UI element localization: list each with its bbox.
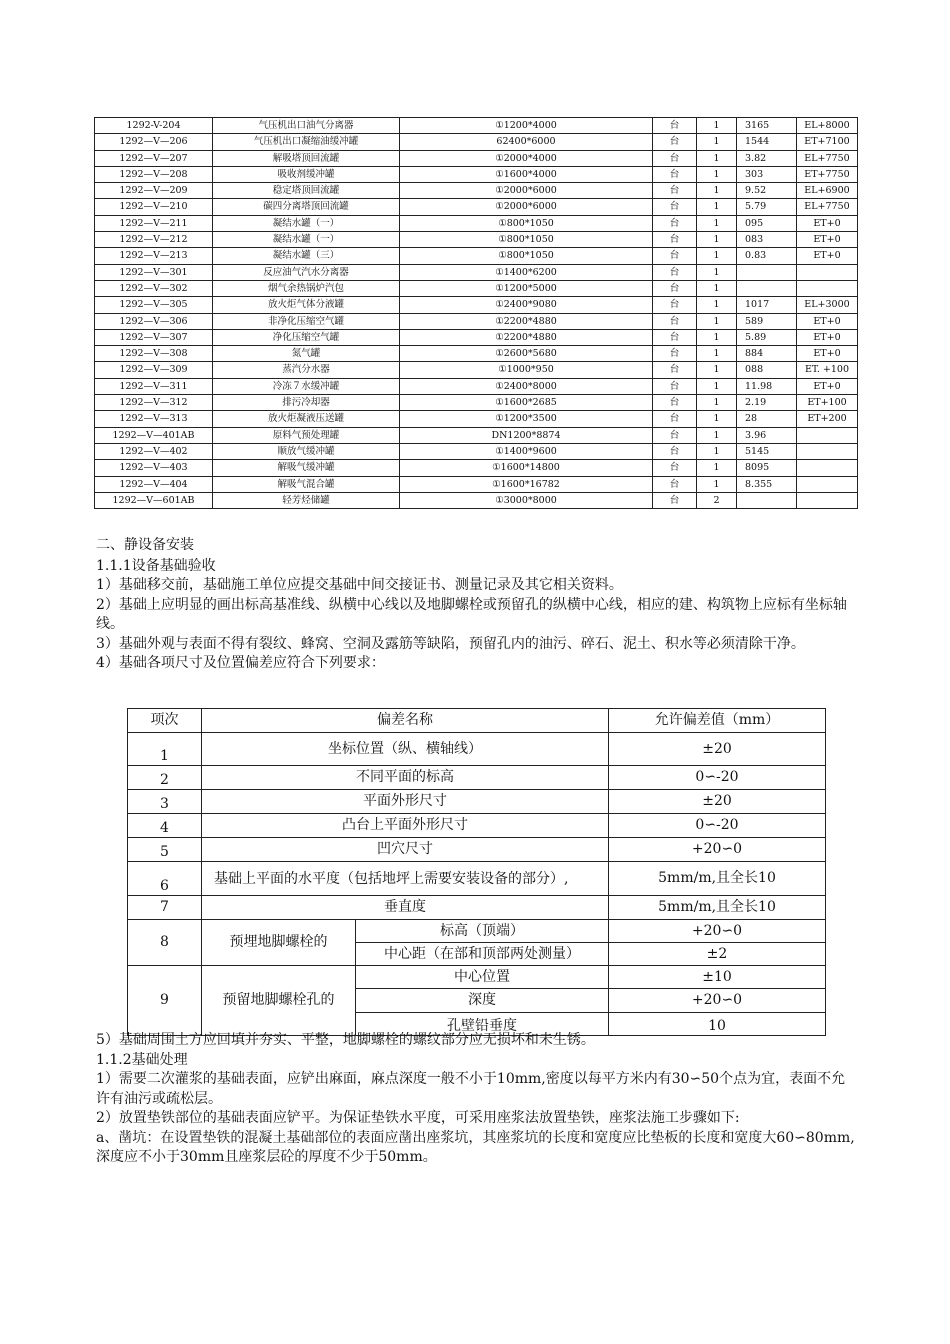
cell-qty: 1 <box>697 264 737 280</box>
cell-tag: 1292—V—402 <box>95 443 213 459</box>
cell-size: ①1600*2685 <box>400 395 653 411</box>
row-value: ±20 <box>609 790 826 814</box>
cell-name: 稳定塔顶回流罐 <box>213 183 400 199</box>
cell-unit: 台 <box>653 476 697 492</box>
row-value: 0∽-20 <box>609 814 826 838</box>
table-row <box>95 183 858 199</box>
cell-unit: 台 <box>653 297 697 313</box>
table-row <box>95 395 858 411</box>
cell-tag: 1292—V—404 <box>95 476 213 492</box>
cell-weight: 5.79 <box>737 199 797 215</box>
row-group: 预留地脚螺栓孔的 <box>202 966 356 1036</box>
row-no: 5 <box>128 838 202 862</box>
cell-weight: 0.83 <box>737 248 797 264</box>
cell-unit: 台 <box>653 492 697 508</box>
cell-name: 碳四分离塔顶回流罐 <box>213 199 400 215</box>
cell-name: 原料气预处理罐 <box>213 427 400 443</box>
table-row <box>95 150 858 166</box>
tolerance-row-7 <box>128 896 826 920</box>
cell-name: 凝结水罐（三） <box>213 248 400 264</box>
cell-weight: 5145 <box>737 443 797 459</box>
cell-qty: 1 <box>697 232 737 248</box>
cell-tag: 1292—V—309 <box>95 362 213 378</box>
cell-size: 62400*6000 <box>400 134 653 150</box>
cell-elevation <box>797 280 858 296</box>
cell-qty: 1 <box>697 215 737 231</box>
cell-tag: 1292—V—307 <box>95 329 213 345</box>
table-row <box>95 460 858 476</box>
cell-tag: 1292—V—306 <box>95 313 213 329</box>
cell-qty: 1 <box>697 476 737 492</box>
cell-qty: 1 <box>697 460 737 476</box>
row-no: 7 <box>128 896 202 920</box>
cell-tag: 1292—V—213 <box>95 248 213 264</box>
cell-unit: 台 <box>653 134 697 150</box>
cell-unit: 台 <box>653 248 697 264</box>
table-row <box>95 166 858 182</box>
table-row <box>95 362 858 378</box>
table-row <box>95 199 858 215</box>
cell-tag: 1292—V—312 <box>95 395 213 411</box>
cell-size: ①2400*9080 <box>400 297 653 313</box>
cell-elevation: ET+0 <box>797 232 858 248</box>
cell-size: ①1200*5000 <box>400 280 653 296</box>
cell-tag: 1292—V—308 <box>95 346 213 362</box>
cell-weight: 3.82 <box>737 150 797 166</box>
cell-unit: 台 <box>653 378 697 394</box>
row-no: 3 <box>128 790 202 814</box>
cell-elevation <box>797 492 858 508</box>
tolerance-table <box>127 708 826 1036</box>
row-name: 平面外形尺寸 <box>202 790 609 814</box>
row-no: 6 <box>128 862 202 896</box>
cell-elevation: ET+7100 <box>797 134 858 150</box>
cell-weight: 303 <box>737 166 797 182</box>
cell-qty: 1 <box>697 297 737 313</box>
cell-name: 蒸汽分水器 <box>213 362 400 378</box>
cell-name: 非净化压缩空气罐 <box>213 313 400 329</box>
cell-name: 氮气罐 <box>213 346 400 362</box>
cell-elevation: EL+7750 <box>797 199 858 215</box>
cell-unit: 台 <box>653 232 697 248</box>
tolerance-header-row <box>128 709 826 733</box>
cell-unit: 台 <box>653 443 697 459</box>
cell-size: ①1600*14800 <box>400 460 653 476</box>
cell-elevation: ET+200 <box>797 411 858 427</box>
section-title: 二、静设备安装 <box>96 537 194 553</box>
cell-name: 轻芳烃储罐 <box>213 492 400 508</box>
cell-weight: 884 <box>737 346 797 362</box>
cell-size: ①2000*4000 <box>400 150 653 166</box>
table-row <box>95 411 858 427</box>
row-no: 1 <box>128 733 202 766</box>
header-value: 允许偏差值（mm） <box>609 709 826 733</box>
cell-elevation <box>797 443 858 459</box>
cell-size: ①2200*4880 <box>400 329 653 345</box>
cell-weight: 9.52 <box>737 183 797 199</box>
cell-qty: 1 <box>697 166 737 182</box>
cell-tag: 1292—V—212 <box>95 232 213 248</box>
cell-elevation: EL+7750 <box>797 150 858 166</box>
cell-weight: 1017 <box>737 297 797 313</box>
row-name: 凹穴尺寸 <box>202 838 609 862</box>
table-row <box>95 476 858 492</box>
tolerance-row-6 <box>128 862 826 896</box>
cell-unit: 台 <box>653 118 697 134</box>
row-no: 2 <box>128 766 202 790</box>
cell-qty: 1 <box>697 313 737 329</box>
paragraph-7: 2）放置垫铁部位的基础表面应铲平。为保证垫铁水平度，可采用座浆法放置垫铁，座浆法施工步骤如下: <box>96 1110 740 1126</box>
cell-unit: 台 <box>653 280 697 296</box>
cell-tag: 1292—V—401AB <box>95 427 213 443</box>
subsection-title-1: 1.1.1设备基础验收 <box>96 557 216 574</box>
cell-unit: 台 <box>653 183 697 199</box>
row-value: 0∽-20 <box>609 766 826 790</box>
cell-qty: 1 <box>697 395 737 411</box>
cell-elevation: EL+8000 <box>797 118 858 134</box>
cell-elevation <box>797 460 858 476</box>
cell-elevation <box>797 427 858 443</box>
section-content-continued <box>96 1031 856 1168</box>
cell-elevation: ET. +100 <box>797 362 858 378</box>
cell-weight: 3165 <box>737 118 797 134</box>
row-value: ±20 <box>609 733 826 766</box>
cell-size: DN1200*8874 <box>400 427 653 443</box>
table-row <box>95 280 858 296</box>
cell-elevation: EL+6900 <box>797 183 858 199</box>
row-value: 5mm/m,且全长10 <box>609 896 826 920</box>
tolerance-row-2 <box>128 766 826 790</box>
tolerance-row-4 <box>128 814 826 838</box>
row-name: 不同平面的标高 <box>202 766 609 790</box>
cell-name: 顺放气缓冲罐 <box>213 443 400 459</box>
cell-weight <box>737 492 797 508</box>
tolerance-row-8a <box>128 920 826 943</box>
row-value: +20∽0 <box>609 920 826 943</box>
cell-tag: 1292—V—305 <box>95 297 213 313</box>
cell-weight: 1544 <box>737 134 797 150</box>
cell-size: ①2000*6000 <box>400 183 653 199</box>
cell-qty: 1 <box>697 118 737 134</box>
cell-size: ①2000*6000 <box>400 199 653 215</box>
cell-name: 气压机出口油气分离器 <box>213 118 400 134</box>
equipment-table <box>94 117 858 509</box>
cell-size: ①1600*16782 <box>400 476 653 492</box>
cell-qty: 1 <box>697 443 737 459</box>
cell-tag: 1292—V—311 <box>95 378 213 394</box>
cell-unit: 台 <box>653 199 697 215</box>
table-row <box>95 118 858 134</box>
row-value: 10 <box>609 1013 826 1036</box>
row-subitem: 中心距（在部和顶部两处测量） <box>356 943 609 966</box>
cell-weight: 3.96 <box>737 427 797 443</box>
row-name: 垂直度 <box>202 896 609 920</box>
table-row <box>95 134 858 150</box>
cell-tag: 1292—V—206 <box>95 134 213 150</box>
cell-unit: 台 <box>653 427 697 443</box>
row-subitem: 标高（顶端） <box>356 920 609 943</box>
row-value: 5mm/m,且全长10 <box>609 862 826 896</box>
cell-tag: 1292—V—211 <box>95 215 213 231</box>
cell-elevation <box>797 264 858 280</box>
paragraph-8: a、凿坑：在设置垫铁的混凝土基础部位的表面应凿出座浆坑，其座浆坑的长度和宽度应比垫板的长度和宽度大60∽80mm,深度应不小于30mm且座浆层砼的厚度不少于50mm。 <box>96 1129 855 1165</box>
cell-size: ①2200*4880 <box>400 313 653 329</box>
cell-name: 放火炬气体分液罐 <box>213 297 400 313</box>
cell-unit: 台 <box>653 264 697 280</box>
cell-name: 净化压缩空气罐 <box>213 329 400 345</box>
cell-weight: 083 <box>737 232 797 248</box>
paragraph-5: 5）基础周围土方应回填并夯实、平整，地脚螺栓的螺纹部分应无损坏和未生锈。 <box>96 1032 595 1048</box>
cell-name: 排污冷却器 <box>213 395 400 411</box>
row-subitem: 孔壁铅垂度 <box>356 1013 609 1036</box>
row-value: +20∽0 <box>609 838 826 862</box>
cell-weight: 5.89 <box>737 329 797 345</box>
cell-qty: 1 <box>697 248 737 264</box>
cell-size: ①1400*9600 <box>400 443 653 459</box>
row-name: 凸台上平面外形尺寸 <box>202 814 609 838</box>
cell-name: 放火炬凝液压送罐 <box>213 411 400 427</box>
cell-weight: 088 <box>737 362 797 378</box>
cell-qty: 1 <box>697 346 737 362</box>
row-value: ±10 <box>609 966 826 989</box>
cell-elevation: ET+100 <box>797 395 858 411</box>
cell-weight <box>737 280 797 296</box>
cell-name: 凝结水罐（一） <box>213 215 400 231</box>
cell-size: ①3000*8000 <box>400 492 653 508</box>
cell-unit: 台 <box>653 215 697 231</box>
cell-unit: 台 <box>653 166 697 182</box>
cell-elevation: ET+0 <box>797 248 858 264</box>
subsection-title-2: 1.1.2基础处理 <box>96 1051 188 1068</box>
cell-qty: 2 <box>697 492 737 508</box>
cell-tag: 1292—V—208 <box>95 166 213 182</box>
cell-elevation: ET+0 <box>797 215 858 231</box>
paragraph-3: 3）基础外观与表面不得有裂纹、蜂窝、空洞及露筋等缺陷，预留孔内的油污、碎石、泥土、积水等必须清除干净。 <box>96 635 805 652</box>
row-group: 预埋地脚螺栓的 <box>202 920 356 966</box>
cell-name: 气压机出口凝缩油缓冲罐 <box>213 134 400 150</box>
table-row <box>95 443 858 459</box>
cell-size: ①800*1050 <box>400 248 653 264</box>
section-content <box>96 536 856 674</box>
table-row <box>95 297 858 313</box>
row-name: 坐标位置（纵、横轴线） <box>202 733 609 766</box>
table-row <box>95 215 858 231</box>
cell-name: 反应油气汽水分离器 <box>213 264 400 280</box>
row-subitem: 中心位置 <box>356 966 609 989</box>
table-row <box>95 346 858 362</box>
table-row <box>95 313 858 329</box>
row-no: 8 <box>128 920 202 966</box>
paragraph-6: 1）需要二次灌浆的基础表面，应铲出麻面，麻点深度一般不小于10mm,密度以每平方米内有30∽50个点为宜，表面不允许有油污或疏松层。 <box>96 1071 846 1107</box>
cell-tag: 1292—V—601AB <box>95 492 213 508</box>
table-row <box>95 329 858 345</box>
cell-name: 解吸气缓冲罐 <box>213 460 400 476</box>
cell-size: ①800*1050 <box>400 232 653 248</box>
paragraph-2: 2）基础上应明显的画出标高基准线、纵横中心线以及地脚螺栓或预留孔的纵横中心线，相应的建、构筑物上应标有坐标轴线。 <box>96 596 847 632</box>
cell-qty: 1 <box>697 150 737 166</box>
cell-name: 解吸气混合罐 <box>213 476 400 492</box>
cell-qty: 1 <box>697 183 737 199</box>
cell-size: ①2600*5680 <box>400 346 653 362</box>
tolerance-row-3 <box>128 790 826 814</box>
header-name: 偏差名称 <box>202 709 609 733</box>
cell-qty: 1 <box>697 280 737 296</box>
tolerance-row-5 <box>128 838 826 862</box>
cell-weight: 589 <box>737 313 797 329</box>
tolerance-row-1 <box>128 733 826 766</box>
cell-elevation: ET+0 <box>797 313 858 329</box>
cell-weight <box>737 264 797 280</box>
cell-size: ①800*1050 <box>400 215 653 231</box>
table-row <box>95 492 858 508</box>
cell-tag: 1292—V—207 <box>95 150 213 166</box>
cell-qty: 1 <box>697 411 737 427</box>
cell-unit: 台 <box>653 362 697 378</box>
row-value: +20∽0 <box>609 989 826 1013</box>
row-no: 9 <box>128 966 202 1036</box>
tolerance-row-9a <box>128 966 826 989</box>
table-row <box>95 264 858 280</box>
cell-name: 烟气余热锅炉汽包 <box>213 280 400 296</box>
cell-elevation: ET+0 <box>797 346 858 362</box>
table-row <box>95 248 858 264</box>
cell-unit: 台 <box>653 313 697 329</box>
cell-unit: 台 <box>653 460 697 476</box>
cell-name: 吸收剂缓冲罐 <box>213 166 400 182</box>
cell-qty: 1 <box>697 134 737 150</box>
row-subitem: 深度 <box>356 989 609 1013</box>
row-name: 基础上平面的水平度（包括地坪上需要安装设备的部分）, <box>202 862 609 896</box>
row-value: ±2 <box>609 943 826 966</box>
cell-name: 冷冻７水缓冲罐 <box>213 378 400 394</box>
paragraph-4: 4）基础各项尺寸及位置偏差应符合下列要求： <box>96 655 385 671</box>
cell-tag: 1292—V—209 <box>95 183 213 199</box>
table-row <box>95 232 858 248</box>
cell-size: ①1400*6200 <box>400 264 653 280</box>
cell-unit: 台 <box>653 346 697 362</box>
cell-elevation <box>797 476 858 492</box>
cell-weight: 2.19 <box>737 395 797 411</box>
cell-name: 凝结水罐（一） <box>213 232 400 248</box>
cell-unit: 台 <box>653 329 697 345</box>
row-no: 4 <box>128 814 202 838</box>
header-no: 项次 <box>128 709 202 733</box>
cell-weight: 8.355 <box>737 476 797 492</box>
cell-size: ①2400*8000 <box>400 378 653 394</box>
cell-size: ①1600*4000 <box>400 166 653 182</box>
cell-qty: 1 <box>697 427 737 443</box>
cell-unit: 台 <box>653 395 697 411</box>
cell-tag: 1292—V—210 <box>95 199 213 215</box>
cell-weight: 8095 <box>737 460 797 476</box>
cell-unit: 台 <box>653 411 697 427</box>
cell-tag: 1292-V-204 <box>95 118 213 134</box>
cell-weight: 28 <box>737 411 797 427</box>
cell-weight: 11.98 <box>737 378 797 394</box>
cell-tag: 1292—V—313 <box>95 411 213 427</box>
cell-tag: 1292—V—403 <box>95 460 213 476</box>
cell-unit: 台 <box>653 150 697 166</box>
cell-elevation: EL+3000 <box>797 297 858 313</box>
cell-elevation: ET+7750 <box>797 166 858 182</box>
cell-size: ①1000*950 <box>400 362 653 378</box>
cell-size: ①1200*4000 <box>400 118 653 134</box>
cell-weight: 095 <box>737 215 797 231</box>
cell-name: 解吸塔顶回流罐 <box>213 150 400 166</box>
cell-tag: 1292—V—302 <box>95 280 213 296</box>
cell-size: ①1200*3500 <box>400 411 653 427</box>
table-row <box>95 427 858 443</box>
cell-qty: 1 <box>697 329 737 345</box>
paragraph-1: 1）基础移交前，基础施工单位应提交基础中间交接证书、测量记录及其它相关资料。 <box>96 577 623 593</box>
cell-elevation: ET+0 <box>797 378 858 394</box>
cell-qty: 1 <box>697 362 737 378</box>
cell-tag: 1292—V—301 <box>95 264 213 280</box>
cell-qty: 1 <box>697 378 737 394</box>
table-row <box>95 378 858 394</box>
cell-qty: 1 <box>697 199 737 215</box>
cell-elevation: ET+0 <box>797 329 858 345</box>
equipment-table-body <box>95 118 858 509</box>
